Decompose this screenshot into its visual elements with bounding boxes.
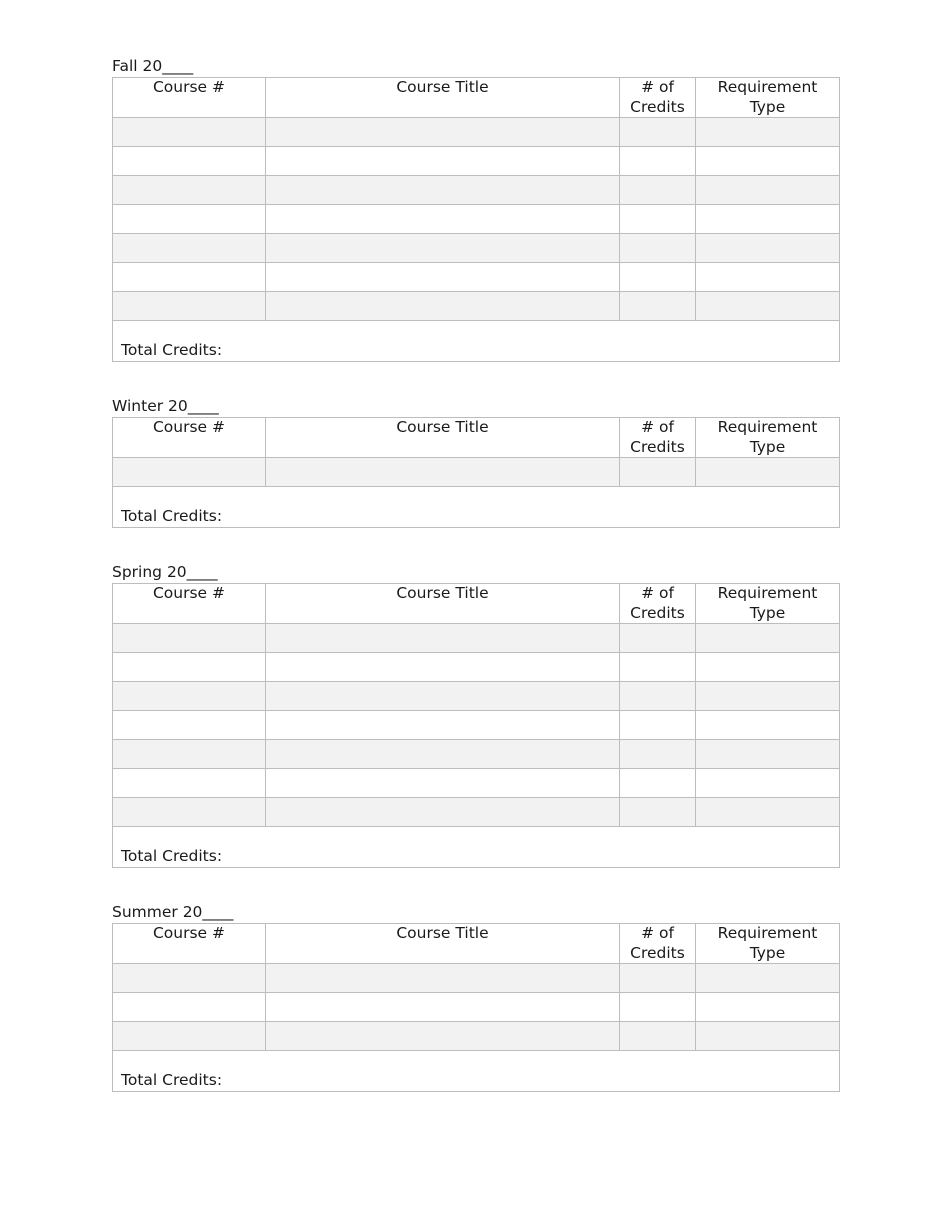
table-row [113, 147, 840, 176]
table-row [113, 176, 840, 205]
course-number-cell[interactable] [113, 292, 266, 321]
course-number-cell[interactable] [113, 624, 266, 653]
course-table [112, 77, 840, 362]
requirement-type-cell[interactable] [696, 147, 840, 176]
header-course-title: Course Title [266, 584, 620, 624]
total-row [113, 827, 840, 868]
term-label: Winter 20____ [112, 397, 219, 415]
course-title-cell[interactable] [266, 205, 620, 234]
course-title-cell[interactable] [266, 234, 620, 263]
requirement-type-cell[interactable] [696, 624, 840, 653]
table-row [113, 769, 840, 798]
course-number-cell[interactable] [113, 205, 266, 234]
header-course-number: Course # [113, 418, 266, 458]
credits-cell[interactable] [620, 176, 696, 205]
total-credits-label: Total Credits: [113, 827, 840, 868]
course-table [112, 923, 840, 1092]
term-section [112, 56, 839, 362]
requirement-type-cell[interactable] [696, 740, 840, 769]
requirement-type-cell[interactable] [696, 711, 840, 740]
course-title-cell[interactable] [266, 798, 620, 827]
term-label: Fall 20____ [112, 57, 194, 75]
table-row [113, 964, 840, 993]
credits-cell[interactable] [620, 1022, 696, 1051]
total-credits-label: Total Credits: [113, 321, 840, 362]
total-credits-label: Total Credits: [113, 1051, 840, 1092]
course-number-cell[interactable] [113, 147, 266, 176]
header-course-title: Course Title [266, 924, 620, 964]
credits-cell[interactable] [620, 624, 696, 653]
course-number-cell[interactable] [113, 458, 266, 487]
table-row [113, 993, 840, 1022]
course-number-cell[interactable] [113, 1022, 266, 1051]
course-table [112, 583, 840, 868]
course-table [112, 417, 840, 528]
header-credits: # of Credits [620, 78, 696, 118]
table-row [113, 263, 840, 292]
requirement-type-cell[interactable] [696, 176, 840, 205]
course-title-cell[interactable] [266, 118, 620, 147]
header-row [113, 418, 840, 458]
course-number-cell[interactable] [113, 176, 266, 205]
course-plan-page [112, 56, 839, 1126]
requirement-type-cell[interactable] [696, 682, 840, 711]
table-row [113, 653, 840, 682]
table-row [113, 234, 840, 263]
requirement-type-cell[interactable] [696, 993, 840, 1022]
course-number-cell[interactable] [113, 263, 266, 292]
course-title-cell[interactable] [266, 1022, 620, 1051]
course-title-cell[interactable] [266, 176, 620, 205]
course-number-cell[interactable] [113, 653, 266, 682]
credits-cell[interactable] [620, 798, 696, 827]
course-number-cell[interactable] [113, 234, 266, 263]
requirement-type-cell[interactable] [696, 234, 840, 263]
header-requirement-type: Requirement Type [696, 924, 840, 964]
course-title-cell[interactable] [266, 964, 620, 993]
course-title-cell[interactable] [266, 458, 620, 487]
table-row [113, 624, 840, 653]
table-row [113, 118, 840, 147]
credits-cell[interactable] [620, 653, 696, 682]
term-label: Summer 20____ [112, 903, 234, 921]
table-row [113, 205, 840, 234]
credits-cell[interactable] [620, 769, 696, 798]
course-number-cell[interactable] [113, 964, 266, 993]
header-credits: # of Credits [620, 584, 696, 624]
course-title-cell[interactable] [266, 769, 620, 798]
requirement-type-cell[interactable] [696, 798, 840, 827]
total-credits-label: Total Credits: [113, 487, 840, 528]
course-title-cell[interactable] [266, 147, 620, 176]
requirement-type-cell[interactable] [696, 118, 840, 147]
course-number-cell[interactable] [113, 740, 266, 769]
table-row [113, 798, 840, 827]
total-row [113, 1051, 840, 1092]
course-title-cell[interactable] [266, 292, 620, 321]
requirement-type-cell[interactable] [696, 263, 840, 292]
total-row [113, 487, 840, 528]
requirement-type-cell[interactable] [696, 769, 840, 798]
header-requirement-type: Requirement Type [696, 584, 840, 624]
header-course-number: Course # [113, 924, 266, 964]
credits-cell[interactable] [620, 993, 696, 1022]
table-row [113, 292, 840, 321]
table-row [113, 740, 840, 769]
header-row [113, 924, 840, 964]
credits-cell[interactable] [620, 711, 696, 740]
header-credits: # of Credits [620, 418, 696, 458]
term-section [112, 902, 839, 1092]
course-title-cell[interactable] [266, 993, 620, 1022]
requirement-type-cell[interactable] [696, 964, 840, 993]
course-title-cell[interactable] [266, 653, 620, 682]
credits-cell[interactable] [620, 234, 696, 263]
course-number-cell[interactable] [113, 682, 266, 711]
requirement-type-cell[interactable] [696, 458, 840, 487]
course-title-cell[interactable] [266, 263, 620, 292]
term-section [112, 396, 839, 528]
credits-cell[interactable] [620, 458, 696, 487]
header-credits: # of Credits [620, 924, 696, 964]
course-title-cell[interactable] [266, 711, 620, 740]
header-course-title: Course Title [266, 78, 620, 118]
header-course-number: Course # [113, 78, 266, 118]
course-number-cell[interactable] [113, 769, 266, 798]
credits-cell[interactable] [620, 740, 696, 769]
course-title-cell[interactable] [266, 682, 620, 711]
table-row [113, 458, 840, 487]
credits-cell[interactable] [620, 682, 696, 711]
course-number-cell[interactable] [113, 118, 266, 147]
table-row [113, 682, 840, 711]
header-course-title: Course Title [266, 418, 620, 458]
credits-cell[interactable] [620, 147, 696, 176]
credits-cell[interactable] [620, 263, 696, 292]
requirement-type-cell[interactable] [696, 292, 840, 321]
course-title-cell[interactable] [266, 624, 620, 653]
course-number-cell[interactable] [113, 798, 266, 827]
course-number-cell[interactable] [113, 711, 266, 740]
credits-cell[interactable] [620, 292, 696, 321]
course-title-cell[interactable] [266, 740, 620, 769]
credits-cell[interactable] [620, 964, 696, 993]
requirement-type-cell[interactable] [696, 1022, 840, 1051]
header-requirement-type: Requirement Type [696, 418, 840, 458]
total-row [113, 321, 840, 362]
term-section [112, 562, 839, 868]
credits-cell[interactable] [620, 205, 696, 234]
table-row [113, 711, 840, 740]
term-label: Spring 20____ [112, 563, 218, 581]
header-course-number: Course # [113, 584, 266, 624]
requirement-type-cell[interactable] [696, 653, 840, 682]
header-row [113, 78, 840, 118]
table-row [113, 1022, 840, 1051]
requirement-type-cell[interactable] [696, 205, 840, 234]
header-requirement-type: Requirement Type [696, 78, 840, 118]
course-number-cell[interactable] [113, 993, 266, 1022]
header-row [113, 584, 840, 624]
credits-cell[interactable] [620, 118, 696, 147]
